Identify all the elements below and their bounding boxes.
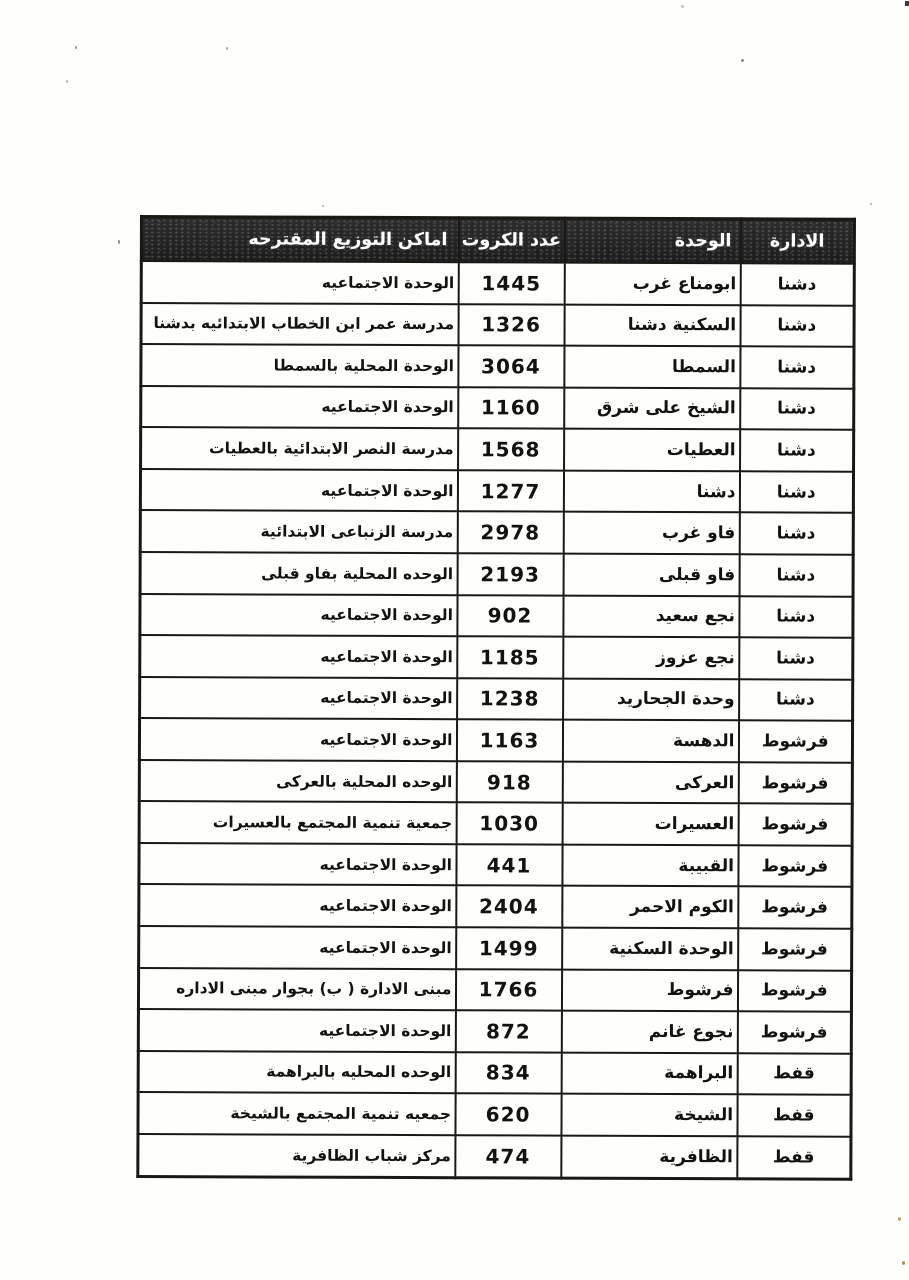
header-cards-count: عدد الكروت bbox=[458, 218, 564, 263]
table-row bbox=[139, 801, 852, 845]
table-row bbox=[140, 677, 853, 721]
cell-distribution-place: جمعيه تنمية المجتمع بالشيخة bbox=[138, 1092, 455, 1135]
cell-distribution-place: الوحدة المحلية بالسمطا bbox=[141, 344, 458, 387]
cell-distribution-place: الوحدة الاجتماعيه bbox=[140, 677, 457, 720]
table-row bbox=[140, 594, 853, 638]
cell-administration: فرشوط bbox=[738, 804, 852, 846]
cell-administration: قفط bbox=[737, 1053, 851, 1095]
cell-cards-count: 834 bbox=[455, 1052, 561, 1094]
table-row bbox=[139, 843, 852, 887]
cell-cards-count: 1238 bbox=[457, 678, 563, 720]
cell-distribution-place: جمعية تنمية المجتمع بالعسيرات bbox=[139, 801, 456, 844]
cell-distribution-place: الوحدة الاجتماعيه bbox=[138, 1009, 455, 1052]
cell-administration: فرشوط bbox=[737, 970, 851, 1012]
cell-cards-count: 1445 bbox=[458, 262, 564, 304]
cell-unit: دشنا bbox=[563, 470, 739, 512]
cell-unit: البراهمة bbox=[561, 1052, 737, 1094]
cell-distribution-place: الوحده المحليه بالبراهمة bbox=[138, 1051, 455, 1094]
cell-cards-count: 2404 bbox=[456, 886, 562, 928]
table-row bbox=[140, 469, 853, 513]
table-row bbox=[138, 1009, 851, 1053]
table-row bbox=[141, 303, 854, 347]
table-row bbox=[138, 968, 851, 1012]
cell-unit: فرشوط bbox=[561, 969, 737, 1011]
table-row bbox=[138, 1134, 851, 1179]
cell-administration: فرشوط bbox=[738, 762, 852, 804]
cell-administration: فرشوط bbox=[737, 1011, 851, 1053]
cell-distribution-place: الوحدة الاجتماعيه bbox=[140, 635, 457, 678]
cell-administration: دشنا bbox=[740, 388, 854, 430]
cell-unit: القبيبة bbox=[562, 845, 738, 887]
cell-distribution-place: الوحدة الاجتماعيه bbox=[139, 718, 456, 761]
scan-edge-artifact bbox=[905, 1, 909, 6]
cell-cards-count: 918 bbox=[456, 761, 562, 803]
cell-distribution-place: الوحدة الاجتماعيه bbox=[139, 926, 456, 969]
cell-administration: دشنا bbox=[740, 346, 854, 388]
cell-unit: الشيخ على شرق bbox=[564, 387, 740, 429]
cell-cards-count: 620 bbox=[455, 1093, 561, 1135]
cell-unit: السكنية دشنا bbox=[564, 304, 740, 346]
cell-administration: فرشوط bbox=[738, 720, 852, 762]
cell-administration: دشنا bbox=[739, 554, 853, 596]
cell-cards-count: 3064 bbox=[458, 345, 564, 387]
cell-distribution-place: الوحده المحلية بالعركى bbox=[139, 760, 456, 803]
table-row bbox=[140, 552, 853, 596]
table-row bbox=[138, 1092, 851, 1136]
table-header bbox=[141, 217, 854, 264]
header-row bbox=[141, 217, 854, 264]
cell-unit: نجع عزوز bbox=[563, 637, 739, 679]
cell-cards-count: 2193 bbox=[457, 553, 563, 595]
table-row bbox=[141, 386, 854, 430]
table-row bbox=[141, 344, 854, 388]
table-row bbox=[139, 884, 852, 928]
cell-cards-count: 902 bbox=[457, 595, 563, 637]
scan-speck bbox=[118, 240, 120, 244]
scan-speck bbox=[322, 205, 324, 207]
cell-unit: العطيات bbox=[564, 429, 740, 471]
cell-unit: الظافرية bbox=[561, 1135, 737, 1178]
cell-administration: قفط bbox=[737, 1095, 851, 1137]
cell-unit: الكوم الاحمر bbox=[562, 886, 738, 928]
cell-cards-count: 872 bbox=[455, 1010, 561, 1052]
cell-administration: فرشوط bbox=[738, 845, 852, 887]
cell-administration: دشنا bbox=[739, 637, 853, 679]
cell-distribution-place: مدرسة عمر ابن الخطاب الابتدائيه بدشنا bbox=[141, 303, 458, 346]
cell-cards-count: 474 bbox=[455, 1135, 561, 1178]
header-distribution-places: اماكن التوزيع المقترحه bbox=[141, 217, 458, 263]
header-unit: الوحدة bbox=[564, 218, 740, 263]
scan-speck bbox=[226, 47, 228, 50]
cell-cards-count: 1030 bbox=[456, 803, 562, 845]
cell-administration: دشنا bbox=[739, 679, 853, 721]
cell-unit: العسيرات bbox=[562, 803, 738, 845]
cell-cards-count: 2978 bbox=[457, 512, 563, 554]
cell-administration: قفط bbox=[737, 1136, 851, 1179]
cell-distribution-place: الوحدة الاجتماعيه bbox=[140, 594, 457, 637]
scan-speck bbox=[741, 59, 744, 62]
cell-unit: الوحدة السكنية bbox=[562, 928, 738, 970]
cell-distribution-place: الوحده المحلية بفاو قبلى bbox=[140, 552, 457, 595]
table-row bbox=[141, 261, 854, 305]
cell-distribution-place: مبنى الادارة ( ب) بجوار مبنى الاداره bbox=[138, 968, 455, 1011]
cell-unit: فاو قبلى bbox=[563, 554, 739, 596]
cell-cards-count: 1326 bbox=[458, 304, 564, 346]
cell-distribution-place: مدرسة الزنباعى الابتدائية bbox=[140, 510, 457, 553]
table-row bbox=[140, 635, 853, 679]
cell-administration: دشنا bbox=[740, 305, 854, 347]
scan-speck bbox=[681, 5, 684, 8]
cell-cards-count: 1568 bbox=[458, 428, 564, 470]
cell-unit: وحدة الجحاريد bbox=[563, 678, 739, 720]
table-row bbox=[140, 510, 853, 554]
cell-distribution-place: الوحدة الاجتماعيه bbox=[140, 469, 457, 512]
header-administration: الادارة bbox=[740, 219, 854, 264]
table-row bbox=[141, 427, 854, 471]
cell-administration: فرشوط bbox=[738, 887, 852, 929]
scan-speck bbox=[898, 1217, 901, 1221]
table-row bbox=[139, 926, 852, 970]
cell-unit: فاو غرب bbox=[563, 512, 739, 554]
cell-cards-count: 1160 bbox=[458, 387, 564, 429]
table-body bbox=[138, 261, 855, 1179]
cell-administration: دشنا bbox=[739, 471, 853, 513]
table-row bbox=[139, 718, 852, 762]
cell-distribution-place: مركز شباب الظافرية bbox=[138, 1134, 455, 1178]
cell-cards-count: 1185 bbox=[457, 636, 563, 678]
cell-cards-count: 1499 bbox=[456, 927, 562, 969]
cell-distribution-place: الوحدة الاجتماعيه bbox=[139, 843, 456, 886]
table-row bbox=[138, 1051, 851, 1095]
cell-unit: الدهسة bbox=[562, 720, 738, 762]
scan-speck bbox=[870, 203, 872, 205]
cell-unit: السمطا bbox=[564, 346, 740, 388]
table-row bbox=[139, 760, 852, 804]
cell-administration: دشنا bbox=[740, 430, 854, 472]
cell-cards-count: 1163 bbox=[456, 719, 562, 761]
cell-administration: فرشوط bbox=[738, 928, 852, 970]
cell-distribution-place: الوحدة الاجتماعيه bbox=[141, 261, 458, 304]
cell-distribution-place: الوحدة الاجتماعيه bbox=[139, 884, 456, 927]
cell-cards-count: 1766 bbox=[455, 969, 561, 1011]
scan-speck bbox=[66, 80, 68, 83]
cell-unit: ابومناع غرب bbox=[564, 263, 740, 305]
cell-administration: دشنا bbox=[740, 263, 854, 305]
cell-cards-count: 1277 bbox=[457, 470, 563, 512]
cell-unit: العركى bbox=[562, 761, 738, 803]
cell-distribution-place: مدرسة النصر الابتدائية بالعطيات bbox=[141, 427, 458, 470]
cell-administration: دشنا bbox=[739, 513, 853, 555]
cell-unit: نجع سعيد bbox=[563, 595, 739, 637]
cell-unit: نجوع غانم bbox=[561, 1011, 737, 1053]
cell-distribution-place: الوحدة الاجتماعيه bbox=[141, 386, 458, 429]
scan-speck bbox=[75, 46, 77, 49]
cell-unit: الشيخة bbox=[561, 1094, 737, 1136]
scan-speck bbox=[902, 1261, 905, 1265]
cell-cards-count: 441 bbox=[456, 844, 562, 886]
cell-administration: دشنا bbox=[739, 596, 853, 638]
distribution-table bbox=[136, 215, 856, 1181]
